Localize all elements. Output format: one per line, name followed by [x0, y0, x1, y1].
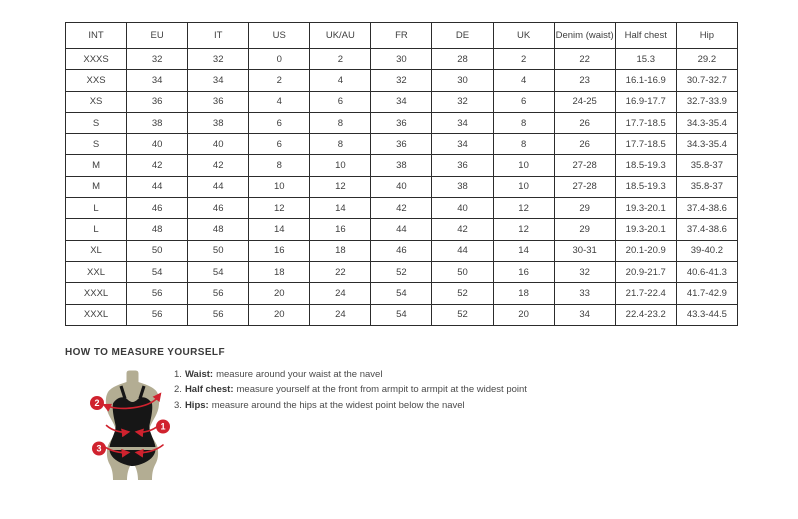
- table-cell: 42: [371, 198, 432, 219]
- table-cell: 18.5-19.3: [615, 176, 676, 197]
- table-cell: 24-25: [554, 91, 615, 112]
- table-cell: 42: [188, 155, 249, 176]
- table-cell: 20.1-20.9: [615, 240, 676, 261]
- table-cell: 34: [371, 91, 432, 112]
- step-number: 2.: [174, 384, 182, 396]
- table-row: [66, 283, 738, 304]
- table-cell: 34.3-35.4: [676, 134, 737, 155]
- table-cell: 32: [554, 261, 615, 282]
- table-cell: 54: [127, 261, 188, 282]
- step-label: Hips:: [184, 399, 209, 411]
- column-header: IT: [188, 23, 249, 49]
- table-cell: 8: [493, 112, 554, 133]
- table-cell: 6: [249, 134, 310, 155]
- table-cell: L: [66, 198, 127, 219]
- table-cell: 2: [310, 49, 371, 70]
- step-label: Half chest:: [184, 384, 234, 396]
- table-cell: 42: [127, 155, 188, 176]
- table-cell: 12: [493, 219, 554, 240]
- table-cell: 44: [127, 176, 188, 197]
- table-cell: 56: [127, 283, 188, 304]
- table-cell: 46: [127, 198, 188, 219]
- table-cell: 8: [310, 134, 371, 155]
- table-row: [66, 155, 738, 176]
- table-cell: 56: [127, 304, 188, 325]
- column-header: UK/AU: [310, 23, 371, 49]
- measure-step-half-chest: [174, 382, 527, 397]
- table-cell: 6: [310, 91, 371, 112]
- table-cell: 19.3-20.1: [615, 219, 676, 240]
- table-row: [66, 49, 738, 70]
- measure-steps-list: [174, 367, 527, 413]
- step-text: measure yourself at the front from armpit to armpit at the widest point: [236, 384, 527, 396]
- table-cell: 24: [310, 283, 371, 304]
- measurement-figure-illustration: [80, 368, 185, 508]
- measure-badge-half-chest: [90, 396, 104, 410]
- column-header: Denim (waist): [554, 23, 615, 49]
- table-row: [66, 91, 738, 112]
- table-cell: 33: [554, 283, 615, 304]
- table-cell: 10: [493, 176, 554, 197]
- table-cell: XXXL: [66, 304, 127, 325]
- table-cell: 34: [188, 70, 249, 91]
- table-cell: 16: [249, 240, 310, 261]
- table-cell: 56: [188, 304, 249, 325]
- table-cell: 6: [249, 112, 310, 133]
- table-cell: XXL: [66, 261, 127, 282]
- table-cell: 52: [432, 283, 493, 304]
- table-cell: 38: [127, 112, 188, 133]
- table-cell: 16.9-17.7: [615, 91, 676, 112]
- step-label: Waist:: [184, 369, 214, 380]
- column-header: FR: [371, 23, 432, 49]
- table-cell: M: [66, 155, 127, 176]
- table-cell: XXS: [66, 70, 127, 91]
- table-cell: 23: [554, 70, 615, 91]
- table-cell: 14: [249, 219, 310, 240]
- table-cell: 14: [310, 198, 371, 219]
- table-cell: 40: [188, 134, 249, 155]
- table-cell: 37.4-38.6: [676, 198, 737, 219]
- table-cell: 14: [493, 240, 554, 261]
- table-cell: 38: [371, 155, 432, 176]
- table-cell: S: [66, 112, 127, 133]
- table-cell: 50: [188, 240, 249, 261]
- step-text: measure around your waist at the navel: [216, 369, 383, 380]
- measure-step-waist: [174, 367, 527, 382]
- table-cell: 30-31: [554, 240, 615, 261]
- table-row: [66, 304, 738, 325]
- table-cell: XXXS: [66, 49, 127, 70]
- table-cell: 16: [310, 219, 371, 240]
- table-cell: L: [66, 219, 127, 240]
- measure-step-hips: [174, 398, 527, 413]
- step-number: 1.: [174, 369, 182, 380]
- table-cell: 46: [371, 240, 432, 261]
- table-cell: 48: [127, 219, 188, 240]
- table-cell: 36: [371, 112, 432, 133]
- table-cell: 44: [188, 176, 249, 197]
- column-header: EU: [127, 23, 188, 49]
- table-cell: 21.7-22.4: [615, 283, 676, 304]
- badge-number-chest: 2: [94, 398, 100, 409]
- measure-section-title: HOW TO MEASURE YOURSELF: [65, 347, 225, 358]
- table-cell: 8: [310, 112, 371, 133]
- table-cell: 34: [432, 134, 493, 155]
- column-header: Half chest: [615, 23, 676, 49]
- table-cell: 16: [493, 261, 554, 282]
- table-cell: 22: [310, 261, 371, 282]
- table-cell: 8: [493, 134, 554, 155]
- table-row: [66, 261, 738, 282]
- table-cell: 12: [249, 198, 310, 219]
- table-cell: 22: [554, 49, 615, 70]
- table-row: [66, 112, 738, 133]
- table-row: [66, 134, 738, 155]
- table-cell: 28: [432, 49, 493, 70]
- table-cell: 38: [188, 112, 249, 133]
- measure-badge-hips: [92, 442, 106, 456]
- table-cell: 41.7-42.9: [676, 283, 737, 304]
- table-cell: 20: [493, 304, 554, 325]
- table-cell: 52: [371, 261, 432, 282]
- table-row: [66, 240, 738, 261]
- column-header: Hip: [676, 23, 737, 49]
- table-cell: 17.7-18.5: [615, 112, 676, 133]
- table-cell: 43.3-44.5: [676, 304, 737, 325]
- table-cell: 20.9-21.7: [615, 261, 676, 282]
- table-cell: 34: [127, 70, 188, 91]
- table-cell: 32: [127, 49, 188, 70]
- table-cell: 29: [554, 219, 615, 240]
- table-cell: 54: [371, 283, 432, 304]
- table-cell: 50: [432, 261, 493, 282]
- table-cell: S: [66, 134, 127, 155]
- table-cell: 46: [188, 198, 249, 219]
- table-cell: 50: [127, 240, 188, 261]
- table-row: [66, 70, 738, 91]
- table-cell: 4: [249, 91, 310, 112]
- size-chart-body: [66, 49, 738, 326]
- table-cell: 54: [188, 261, 249, 282]
- table-cell: 2: [493, 49, 554, 70]
- table-cell: 26: [554, 112, 615, 133]
- table-cell: 6: [493, 91, 554, 112]
- table-cell: 18: [249, 261, 310, 282]
- column-header: INT: [66, 23, 127, 49]
- size-chart-header-row: [66, 23, 738, 49]
- column-header: UK: [493, 23, 554, 49]
- table-cell: 52: [432, 304, 493, 325]
- table-cell: 34: [432, 112, 493, 133]
- table-cell: 48: [188, 219, 249, 240]
- table-cell: 10: [249, 176, 310, 197]
- table-cell: 12: [310, 176, 371, 197]
- table-row: [66, 198, 738, 219]
- table-cell: 18: [493, 283, 554, 304]
- table-cell: 20: [249, 304, 310, 325]
- table-cell: 32: [188, 49, 249, 70]
- table-cell: 19.3-20.1: [615, 198, 676, 219]
- table-cell: 56: [188, 283, 249, 304]
- badge-number-waist: 1: [160, 421, 166, 432]
- table-cell: 32.7-33.9: [676, 91, 737, 112]
- table-cell: 44: [432, 240, 493, 261]
- table-cell: 40: [127, 134, 188, 155]
- table-cell: 2: [249, 70, 310, 91]
- table-cell: 29.2: [676, 49, 737, 70]
- badge-number-hips: 3: [96, 443, 102, 454]
- table-cell: 30.7-32.7: [676, 70, 737, 91]
- table-cell: 12: [493, 198, 554, 219]
- table-cell: 27-28: [554, 176, 615, 197]
- table-cell: 34.3-35.4: [676, 112, 737, 133]
- table-cell: 18: [310, 240, 371, 261]
- table-row: [66, 176, 738, 197]
- column-header: US: [249, 23, 310, 49]
- table-cell: 54: [371, 304, 432, 325]
- table-cell: XXXL: [66, 283, 127, 304]
- table-cell: 4: [493, 70, 554, 91]
- table-cell: 36: [432, 155, 493, 176]
- table-cell: 17.7-18.5: [615, 134, 676, 155]
- table-cell: 24: [310, 304, 371, 325]
- table-cell: 20: [249, 283, 310, 304]
- table-cell: 36: [188, 91, 249, 112]
- table-cell: 40: [432, 198, 493, 219]
- table-cell: 35.8-37: [676, 176, 737, 197]
- table-cell: XS: [66, 91, 127, 112]
- table-cell: 34: [554, 304, 615, 325]
- table-cell: 0: [249, 49, 310, 70]
- column-header: DE: [432, 23, 493, 49]
- table-cell: 16.1-16.9: [615, 70, 676, 91]
- table-cell: XL: [66, 240, 127, 261]
- step-number: 3.: [174, 399, 182, 411]
- table-cell: 35.8-37: [676, 155, 737, 176]
- table-cell: 36: [371, 134, 432, 155]
- table-cell: 18.5-19.3: [615, 155, 676, 176]
- table-cell: 10: [310, 155, 371, 176]
- table-cell: 22.4-23.2: [615, 304, 676, 325]
- size-chart-table: [65, 22, 738, 326]
- table-cell: 10: [493, 155, 554, 176]
- table-cell: 29: [554, 198, 615, 219]
- table-cell: 40.6-41.3: [676, 261, 737, 282]
- table-cell: 44: [371, 219, 432, 240]
- table-cell: 39-40.2: [676, 240, 737, 261]
- measure-badge-waist: [156, 420, 170, 434]
- step-text: measure around the hips at the widest point below the navel: [211, 399, 465, 411]
- table-cell: 4: [310, 70, 371, 91]
- table-cell: 26: [554, 134, 615, 155]
- table-cell: 42: [432, 219, 493, 240]
- table-cell: 36: [127, 91, 188, 112]
- table-cell: 15.3: [615, 49, 676, 70]
- table-cell: 30: [371, 49, 432, 70]
- table-cell: M: [66, 176, 127, 197]
- table-cell: 38: [432, 176, 493, 197]
- table-row: [66, 219, 738, 240]
- table-cell: 27-28: [554, 155, 615, 176]
- table-cell: 40: [371, 176, 432, 197]
- table-cell: 37.4-38.6: [676, 219, 737, 240]
- table-cell: 32: [432, 91, 493, 112]
- table-cell: 30: [432, 70, 493, 91]
- table-cell: 8: [249, 155, 310, 176]
- table-cell: 32: [371, 70, 432, 91]
